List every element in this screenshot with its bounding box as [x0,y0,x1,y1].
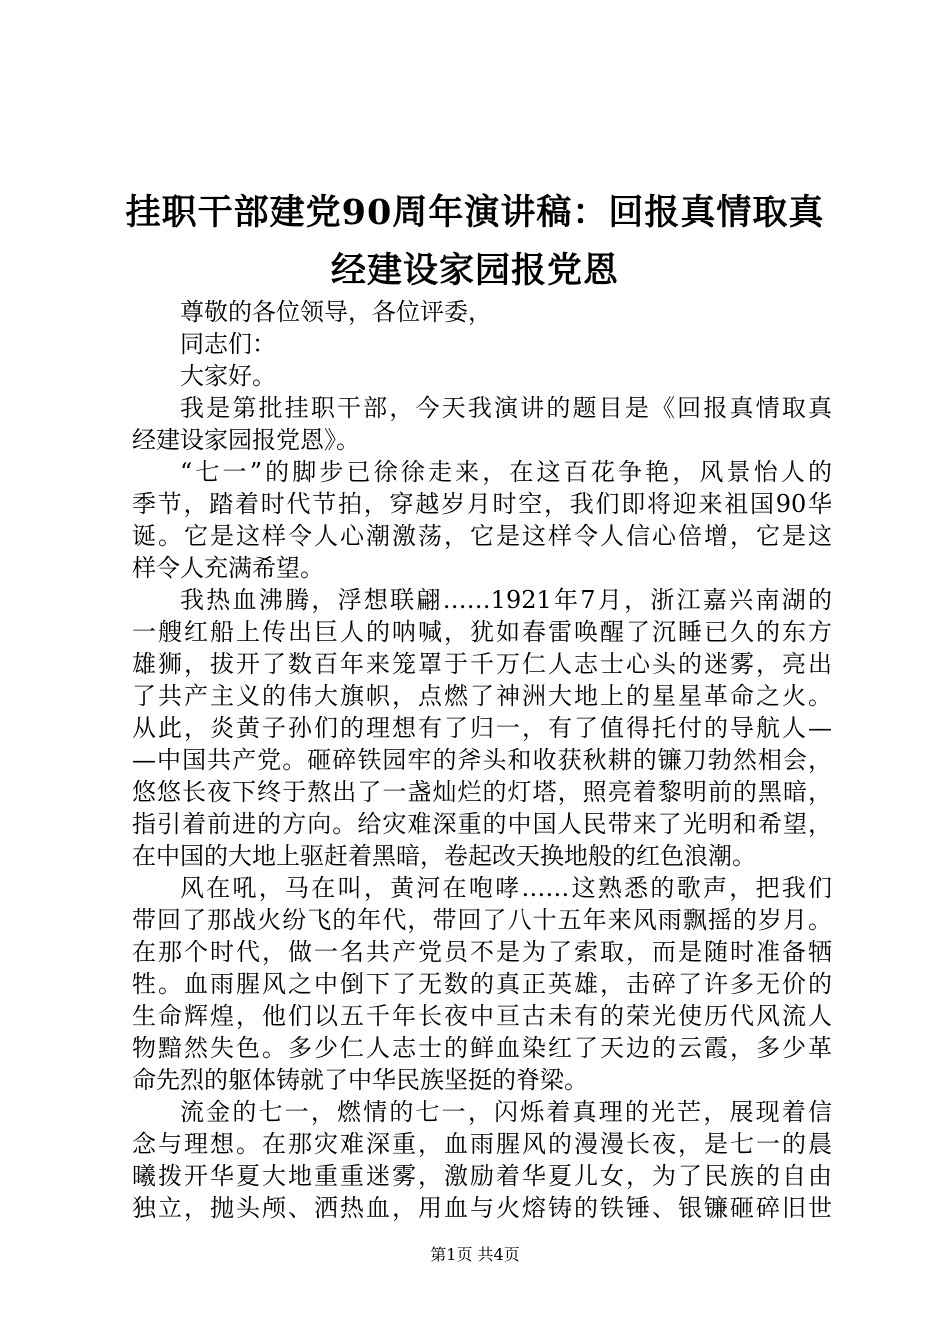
paragraph-line: 季节，踏着时代节拍，穿越岁月时空，我们即将迎来祖国90华 [132,490,832,518]
paragraph-line: 牲。血雨腥风之中倒下了无数的真正英雄，击碎了许多无价的 [132,970,832,998]
paragraph-line: 样令人充满希望。 [132,554,324,582]
paragraph-line: 在那个时代，做一名共产党员不是为了索取，而是随时准备牺 [132,938,832,966]
paragraph-line: 念与理想。在那灾难深重，血雨腥风的漫漫长夜，是七一的晨 [132,1130,832,1158]
paragraph-line: 了共产主义的伟大旗帜，点燃了神洲大地上的星星革命之火。 [132,682,832,710]
paragraph-line: 雄狮，拔开了数百年来笼罩于千万仁人志士心头的迷雾，亮出 [132,650,832,678]
paragraph-line: 指引着前进的方向。给灾难深重的中国人民带来了光明和希望， [132,810,832,838]
paragraph-line: 带回了那战火纷飞的年代，带回了八十五年来风雨飘摇的岁月。 [132,906,832,934]
greeting-line: 大家好。 [180,362,276,390]
paragraph-line: 经建设家园报党恩》。 [132,426,360,454]
paragraph-line: “七一”的脚步已徐徐走来，在这百花争艳，风景怡人的 [180,458,832,486]
paragraph-line: 曦拨开华夏大地重重迷雾，激励着华夏儿女，为了民族的自由 [132,1162,832,1190]
paragraph-line: 独立，抛头颅、洒热血，用血与火熔铸的铁锤、银镰砸碎旧世 [132,1194,832,1222]
document-title-line-2: 经建设家园报党恩 [330,250,619,291]
paragraph-line: 风在吼，马在叫，黄河在咆哮……这熟悉的歌声，把我们 [180,874,832,902]
paragraph-line: 我热血沸腾，浮想联翩……1921年7月，浙江嘉兴南湖的 [180,586,832,614]
paragraph-line: 生命辉煌，他们以五千年长夜中亘古未有的荣光使历代风流人 [132,1002,832,1030]
paragraph-line: 诞。它是这样令人心潮激荡，它是这样令人信心倍增，它是这 [132,522,832,550]
paragraph-line: 命先烈的躯体铸就了中华民族坚挺的脊梁。 [132,1066,588,1094]
paragraph-line: 流金的七一，燃情的七一，闪烁着真理的光芒，展现着信 [180,1098,832,1126]
salutation-line: 同志们： [180,330,276,358]
paragraph-line: 从此，炎黄子孙们的理想有了归一，有了值得托付的导航人— [132,714,832,742]
paragraph-line: 我是第批挂职干部，今天我演讲的题目是《回报真情取真 [180,394,832,422]
paragraph-line: 物黯然失色。多少仁人志士的鲜血染红了天边的云霞，多少革 [132,1034,832,1062]
paragraph-line: 一艘红船上传出巨人的呐喊，犹如春雷唤醒了沉睡已久的东方 [132,618,832,646]
document-title-line-1: 挂职干部建党90周年演讲稿：回报真情取真 [125,192,825,233]
paragraph-line: 在中国的大地上驱赶着黑暗，卷起改天换地般的红色浪潮。 [132,842,756,870]
paragraph-line: 悠悠长夜下终于熬出了一盏灿烂的灯塔，照亮着黎明前的黑暗， [132,778,832,806]
salutation-line: 尊敬的各位领导，各位评委， [180,298,492,326]
page-number-footer: 第1页 共4页 [430,1245,520,1264]
document-body [132,296,832,1224]
paragraph-line: —中国共产党。砸碎铁园牢的斧头和收获秋耕的镰刀勃然相会， [132,746,832,774]
